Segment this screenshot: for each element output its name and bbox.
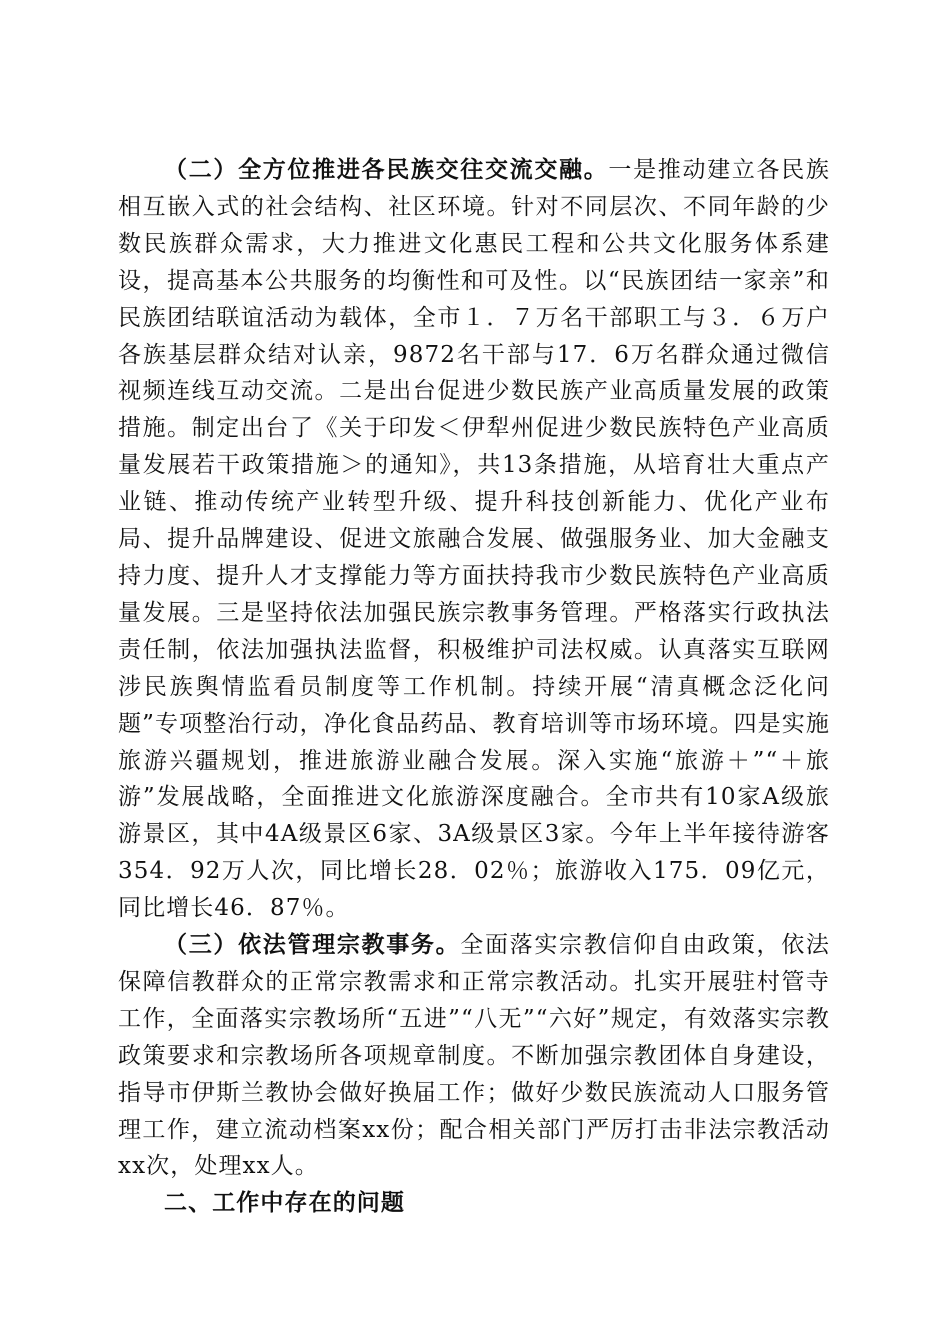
paragraph-religious-affairs	[118, 927, 830, 1185]
paragraph-heading-ethnic-exchange: （二）全方位推进各民族交往交流交融。	[164, 156, 609, 183]
paragraph-heading-religious-affairs: （三）依法管理宗教事务。	[164, 931, 461, 959]
paragraph-ethnic-exchange	[118, 152, 830, 927]
section-heading-problems: 二、工作中存在的问题	[164, 1190, 405, 1217]
paragraph-body-ethnic-exchange: 一是推动建立各民族相互嵌入式的社会结构、社区环境。针对不同层次、不同年龄的少数民族群众需求，大力推进文化惠民工程和公共文化服务体系建设，提高基本公共服务的均衡性和可及性。以“民族团结一家亲”和民族团结联谊活动为载体，全市１．７万名干部职工与３．６万户各族基层群众结对认亲，9872名干部与17．6万名群众通过微信视频连线互动交流。二是出台促进少数民族产业高质量发展的政策措施。制定出台了《关于印发＜伊犁州促进少数民族特色产业高质量发展若干政策措施＞的通知》，共13条措施，从培育壮大重点产业链、推动传统产业转型升级、提升科技创新能力、优化产业布局、提升品牌建设、促进文旅融合发展、做强服务业、加大金融支持力度、提升人才支撑能力等方面扶持我市少数民族特色产业高质量发展。三是坚持依法加强民族宗教事务管理。严格落实行政执法责任制，依法加强执法监督，积极维护司法权威。认真落实互联网涉民族舆情监看员制度等工作机制。持续开展“清真概念泛化问题”专项整治行动，净化食品药品、教育培训等市场环境。四是实施旅游兴疆规划，推进旅游业融合发展。深入实施“旅游＋”“＋旅游”发展战略，全面推进文化旅游深度融合。全市共有10家A级旅游景区，其中4A级景区6家、3A级景区3家。今年上半年接待游客354．92万人次，同比增长28．02％；旅游收入175．09亿元，同比增长46．87％。	[118, 157, 830, 922]
document-body	[118, 152, 830, 1222]
paragraph-body-religious-affairs: 全面落实宗教信仰自由政策，依法保障信教群众的正常宗教需求和正常宗教活动。扎实开展驻村管寺工作，全面落实宗教场所“五进”“八无”“六好”规定，有效落实宗教政策要求和宗教场所各项规章制度。不断加强宗教团体自身建设，指导市伊斯兰教协会做好换届工作；做好少数民族流动人口服务管理工作，建立流动档案xx份；配合相关部门严厉打击非法宗教活动xx次，处理xx人。	[118, 932, 831, 1180]
